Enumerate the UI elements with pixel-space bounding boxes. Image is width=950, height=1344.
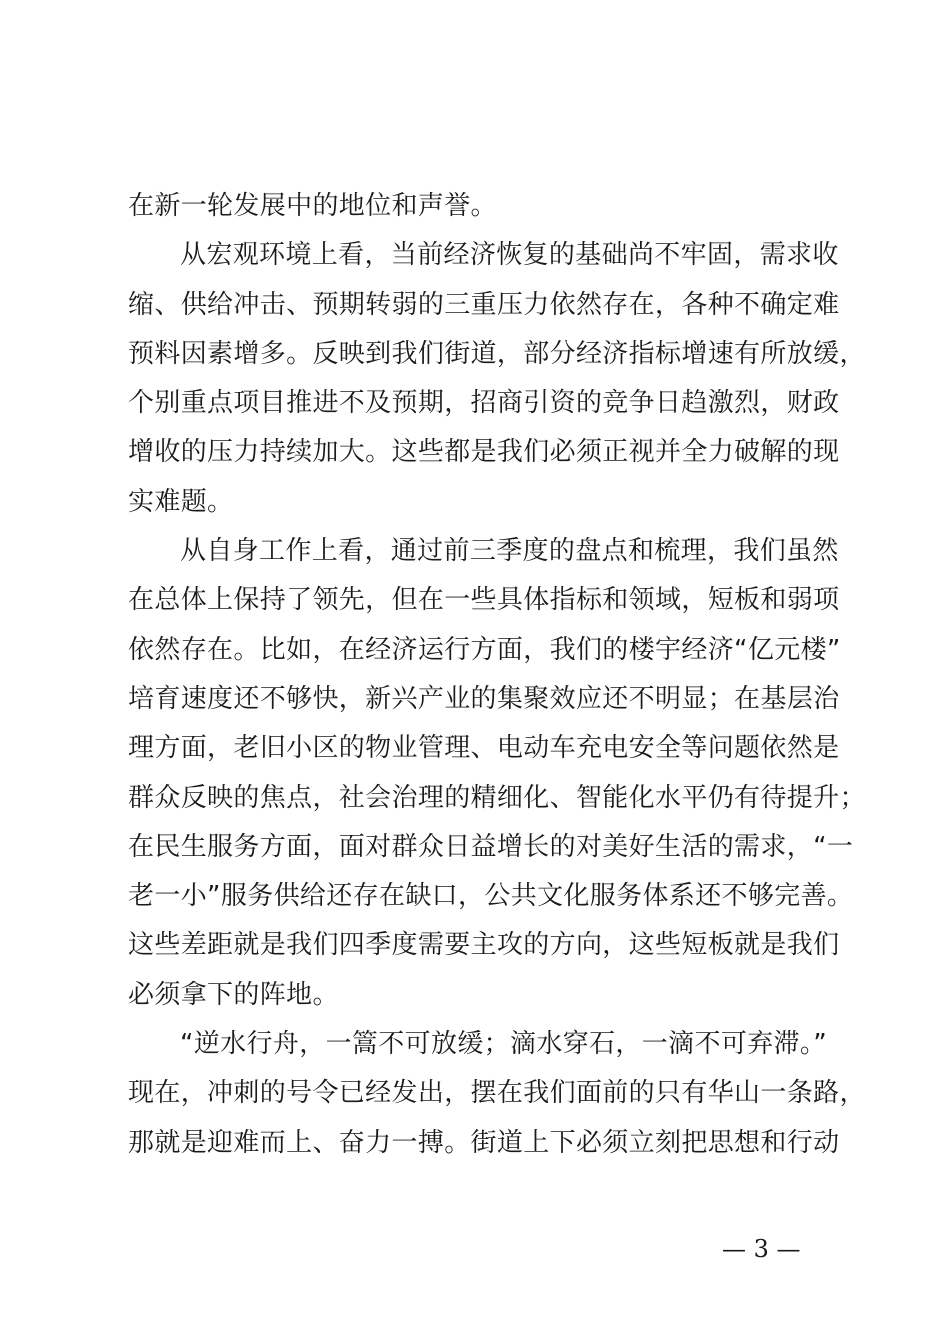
text-line: 群众反映的焦点，社会治理的精细化、智能化水平仍有待提升；	[128, 782, 866, 813]
text-line: 老一小”服务供给还存在缺口，公共文化服务体系还不够完善。	[128, 881, 854, 912]
paragraph-start-line: 从自身工作上看，通过前三季度的盘点和梳理，我们虽然	[180, 536, 839, 567]
text-line: 实难题。	[128, 486, 234, 517]
page-number: — 3 —	[722, 1235, 801, 1263]
paragraph-start-line: 从宏观环境上看，当前经济恢复的基础尚不牢固，需求收	[180, 240, 839, 271]
text-line: 那就是迎难而上、奋力一搏。街道上下必须立刻把思想和行动	[128, 1127, 840, 1158]
text-line: 个别重点项目推进不及预期，招商引资的竞争日趋激烈，财政	[128, 388, 840, 419]
text-line: 这些差距就是我们四季度需要主攻的方向，这些短板就是我们	[128, 930, 840, 961]
text-line: 在民生服务方面，面对群众日益增长的对美好生活的需求，“一	[128, 831, 854, 862]
text-line: 预料因素增多。反映到我们街道，部分经济指标增速有所放缓，	[128, 338, 866, 369]
text-line: 现在，冲刺的号令已经发出，摆在我们面前的只有华山一条路，	[128, 1078, 866, 1109]
paragraph-start-line: “逆水行舟，一篙不可放缓；滴水穿石，一滴不可弃滞。”	[180, 1029, 828, 1060]
body-text	[128, 182, 866, 1168]
text-line: 理方面，老旧小区的物业管理、电动车充电安全等问题依然是	[128, 733, 840, 764]
text-line: 必须拿下的阵地。	[128, 979, 339, 1010]
text-line: 培育速度还不够快，新兴产业的集聚效应还不明显；在基层治	[128, 683, 840, 714]
text-line: 依然存在。比如，在经济运行方面，我们的楼宇经济“亿元楼”	[128, 634, 841, 665]
text-line: 在总体上保持了领先，但在一些具体指标和领域，短板和弱项	[128, 585, 840, 616]
text-line: 在新一轮发展中的地位和声誉。	[128, 191, 497, 221]
text-line: 缩、供给冲击、预期转弱的三重压力依然存在，各种不确定难	[128, 289, 840, 320]
text-line: 增收的压力持续加大。这些都是我们必须正视并全力破解的现	[128, 437, 840, 468]
